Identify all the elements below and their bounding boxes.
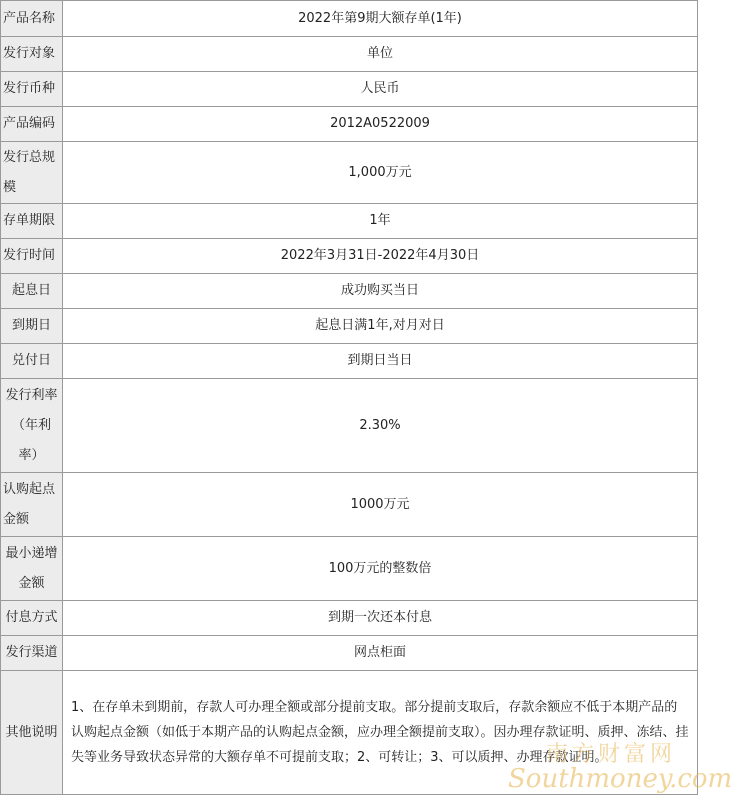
- row-value-notes: 1、在存单未到期前，存款人可办理全额或部分提前支取。部分提前支取后，存款余额应不低于本期产品的认购起点金额（如低于本期产品的认购起点金额，应办理全额提前支取）。因办理存款证明、质押、冻结、挂失等业务导致状态异常的大额存单不可提前支取；2、可转让；3、可以质押、办理存款证明。: [63, 671, 698, 795]
- row-label: 认购起点金额: [1, 473, 63, 537]
- row-value: 成功购买当日: [63, 274, 698, 309]
- row-label: 最小递增金额: [1, 537, 63, 601]
- table-row: [1, 473, 698, 537]
- row-value: 人民币: [63, 72, 698, 107]
- row-value: 1000万元: [63, 473, 698, 537]
- row-label: 发行总规模: [1, 142, 63, 204]
- row-value: 到期一次还本付息: [63, 601, 698, 636]
- row-value: 2.30%: [63, 379, 698, 473]
- row-label: 发行渠道: [1, 636, 63, 671]
- row-label: 付息方式: [1, 601, 63, 636]
- table-row: [1, 671, 698, 795]
- row-label: 存单期限: [1, 204, 63, 239]
- row-label: 产品编码: [1, 107, 63, 142]
- table-row: [1, 309, 698, 344]
- row-value: 单位: [63, 37, 698, 72]
- table-row: [1, 204, 698, 239]
- row-value: 1年: [63, 204, 698, 239]
- table-row: [1, 636, 698, 671]
- row-value: 100万元的整数倍: [63, 537, 698, 601]
- table-row: [1, 274, 698, 309]
- table-row: [1, 344, 698, 379]
- row-value: 网点柜面: [63, 636, 698, 671]
- row-label: 兑付日: [1, 344, 63, 379]
- table-row: [1, 107, 698, 142]
- table-row: [1, 537, 698, 601]
- table-row: [1, 239, 698, 274]
- table-row: [1, 379, 698, 473]
- row-value: 2022年第9期大额存单(1年): [63, 1, 698, 37]
- row-value: 1,000万元: [63, 142, 698, 204]
- row-label: 产品名称: [1, 1, 63, 37]
- watermark-cn: 南方财富网: [546, 742, 677, 767]
- row-label: 发行利率（年利率）: [1, 379, 63, 473]
- watermark-en: Southmoney.com: [508, 764, 732, 794]
- row-label: 到期日: [1, 309, 63, 344]
- table-row: [1, 37, 698, 72]
- table-row: [1, 1, 698, 37]
- row-value: 2022年3月31日-2022年4月30日: [63, 239, 698, 274]
- table-row: [1, 72, 698, 107]
- row-value: 起息日满1年,对月对日: [63, 309, 698, 344]
- row-label: 发行对象: [1, 37, 63, 72]
- row-label: 发行时间: [1, 239, 63, 274]
- table-row: [1, 142, 698, 204]
- row-value: 2012A0522009: [63, 107, 698, 142]
- row-value: 到期日当日: [63, 344, 698, 379]
- table-row: [1, 601, 698, 636]
- row-label: 其他说明: [1, 671, 63, 795]
- row-label: 起息日: [1, 274, 63, 309]
- row-label: 发行币种: [1, 72, 63, 107]
